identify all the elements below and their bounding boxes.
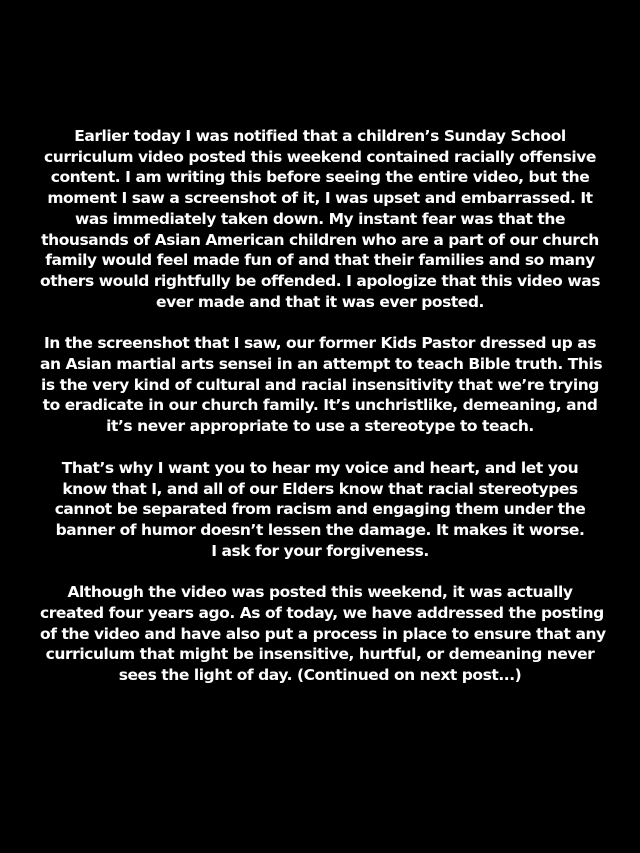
text-line: know that I, and all of our Elders know that racial stereotypes — [62, 479, 578, 498]
text-line: created four years ago. As of today, we have addressed the posting — [40, 604, 604, 623]
text-line: is the very kind of cultural and racial insensitivity that we’re trying — [41, 375, 599, 394]
text-line: an Asian martial arts sensei in an attempt to teach Bible truth. This — [40, 355, 603, 374]
text-line: to eradicate in our church family. It’s unchristlike, demeaning, and — [42, 396, 598, 415]
text-line: curriculum that might be insensitive, hurtful, or demeaning never — [45, 645, 595, 664]
text-line: Earlier today I was notified that a children’s Sunday School — [74, 127, 566, 145]
text-line: was immediately taken down. My instant fear was that the — [74, 209, 566, 228]
paragraph-notification — [40, 126, 600, 312]
text-line: sees the light of day. (Continued on next post...) — [118, 666, 522, 685]
text-line: it’s never appropriate to use a stereotype to teach. — [106, 417, 534, 436]
text-line: That’s why I want you to hear my voice and heart, and let you — [61, 458, 579, 477]
text-line: cannot be separated from racism and engaging them under the — [54, 500, 586, 519]
text-line: moment I saw a screenshot of it, I was upset and embarrassed. It — [47, 189, 593, 208]
paragraph-screenshot — [40, 333, 603, 437]
paragraph-actions — [40, 582, 606, 686]
paragraph-apology — [40, 458, 600, 562]
text-line: thousands of Asian American children who are a part of our church — [41, 230, 599, 249]
text-line: family would feel made fun of and that their families and so many — [45, 251, 595, 270]
text-line: others would rightfully be offended. I apologize that this video was — [40, 271, 600, 290]
text-line: Although the video was posted this weekend, it was actually — [67, 583, 573, 602]
text-line: ever made and that it was ever posted. — [156, 292, 484, 311]
text-line: In the screenshot that I saw, our former Kids Pastor dressed up as — [43, 334, 596, 353]
text-line: content. I am writing this before seeing the entire video, but the — [50, 168, 590, 187]
statement-text — [40, 126, 606, 707]
text-line: I ask for your forgiveness. — [211, 541, 429, 560]
text-line: of the video and have also put a process in place to ensure that any — [40, 624, 606, 643]
text-line: curriculum video posted this weekend contained racially offensive — [44, 147, 596, 166]
text-line: banner of humor doesn’t lessen the damage. It makes it worse. — [55, 520, 585, 539]
